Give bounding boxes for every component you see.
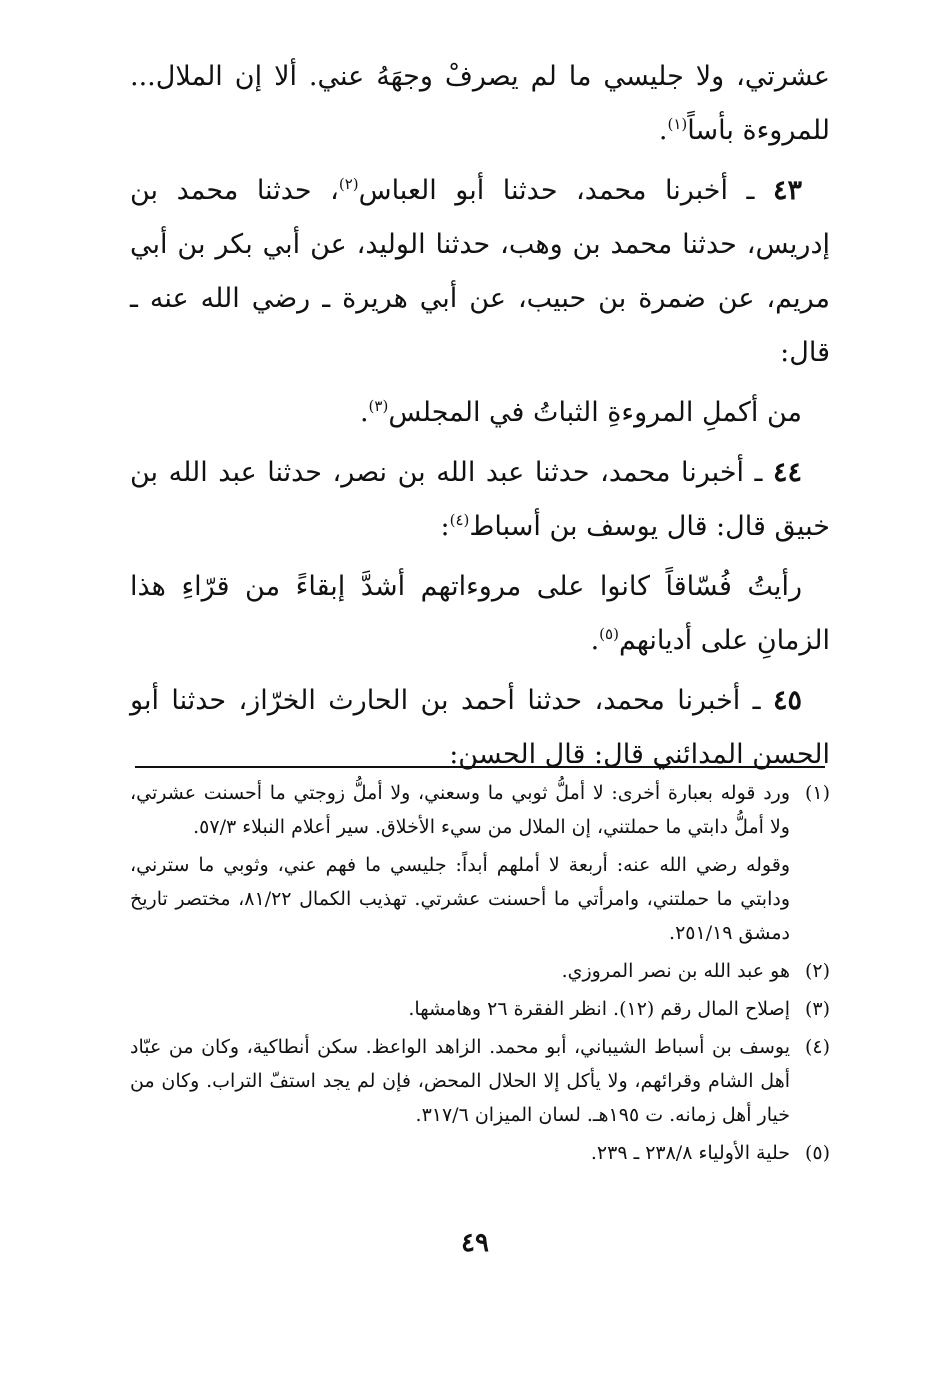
paragraph-end: . [359, 397, 369, 428]
quote-44 [130, 560, 830, 668]
footnote-ref-2: (٢) [338, 175, 359, 193]
footnote-2 [130, 954, 830, 988]
paragraph-number: ٤٥ [772, 685, 802, 716]
paragraph-text: ، حدثنا محمد بن إدريس، حدثنا محمد بن وهب، حدثنا الوليد، عن أبي بكر بن أبي مريم، عن ضمرة بن حبيب، عن أبي هريرة ـ رضي الله عنه ـ قال: [130, 175, 830, 368]
main-text [130, 50, 830, 788]
footnote-divider [135, 766, 825, 768]
paragraph-end: : [440, 511, 450, 542]
footnote-label: (٥) [804, 1142, 830, 1164]
footnote-5 [130, 1136, 830, 1170]
paragraph-text: ـ أخبرنا محمد، حدثنا عبد الله بن نصر، حدثنا عبد الله بن خبيق قال: قال يوسف بن أسباط [130, 457, 830, 542]
paragraph-text: ـ أخبرنا محمد، حدثنا أحمد بن الحارث الخرّاز، حدثنا أبو الحسن المدائني قال: قال الحسن: [130, 685, 830, 770]
footnote-1-continuation: وقوله رضي الله عنه: أربعة لا أملهم أبداً: جليسي ما فهم عني، وثوبي ما سترني، ودابتي ما حملتني، وامرأتي ما أحسنت عشرتي. تهذيب الكمال ٨١/٢٢، مختصر تاريخ دمشق ٢٥١/١٩. [130, 854, 791, 944]
paragraph-43 [130, 164, 830, 380]
quote-text: رأيتُ فُسّاقاً كانوا على مروءاتهم أشدَّ إبقاءً من قرّاءِ هذا الزمانِ على أديانهم [130, 571, 830, 656]
paragraph-number: ٤٤ [772, 457, 802, 488]
footnote-text: هو عبد الله بن نصر المروزي. [561, 960, 790, 982]
footnote-1 [130, 776, 830, 844]
footnote-text: حلية الأولياء ٢٣٨/٨ ـ ٢٣٩. [590, 1142, 790, 1164]
page-number: ٤٩ [461, 1228, 489, 1258]
footnote-text: يوسف بن أسباط الشيباني، أبو محمد. الزاهد الواعظ. سكن أنطاكية، وكان من عبّاد أهل الشام وقرائهم، ولا يأكل إلا الحلال المحض، فإن لم يجد استفّ التراب. وكان من خيار أهل زمانه. ت ١٩٥هـ. لسان الميزان ٣١٧/٦. [130, 1036, 790, 1126]
footnote-ref-5: (٥) [599, 625, 619, 643]
quote-43 [130, 386, 830, 440]
footnote-label: (٣) [804, 998, 830, 1020]
paragraph-end: . [590, 625, 600, 656]
quote-text: من أكملِ المروءةِ الثباتُ في المجلس [388, 397, 802, 428]
footnote-text: إصلاح المال رقم (١٢). انظر الفقرة ٢٦ وهامشها. [408, 998, 790, 1020]
paragraph-number: ٤٣ [772, 175, 802, 206]
footnote-text: ورد قوله بعبارة أخرى: لا أملُّ ثوبي ما وسعني، ولا أملُّ زوجتي ما أحسنت عشرتي، ولا أملُّ دابتي ما حملتني، إن الملال من سيء الأخلاق. سير أعلام النبلاء ٥٧/٣. [130, 782, 790, 838]
footnote-ref-4: (٤) [449, 511, 470, 529]
footnote-4 [130, 1030, 830, 1132]
paragraph-text: عشرتي، ولا جليسي ما لم يصرفْ وجهَهُ عني. ألا إن الملال... للمروءة بأساً [130, 61, 830, 146]
paragraph-44 [130, 446, 830, 554]
footnote-3 [130, 992, 830, 1026]
paragraph-continuation [130, 50, 830, 158]
paragraph-end: . [658, 115, 668, 146]
footnotes [130, 776, 830, 1174]
paragraph-text: ـ أخبرنا محمد، حدثنا أبو العباس [358, 175, 773, 206]
footnote-ref-1: (١) [667, 115, 688, 133]
footnote-label: (٤) [804, 1036, 830, 1058]
footnote-label: (٢) [804, 960, 830, 982]
footnote-ref-3: (٣) [368, 397, 389, 415]
footnote-label: (١) [804, 782, 830, 804]
